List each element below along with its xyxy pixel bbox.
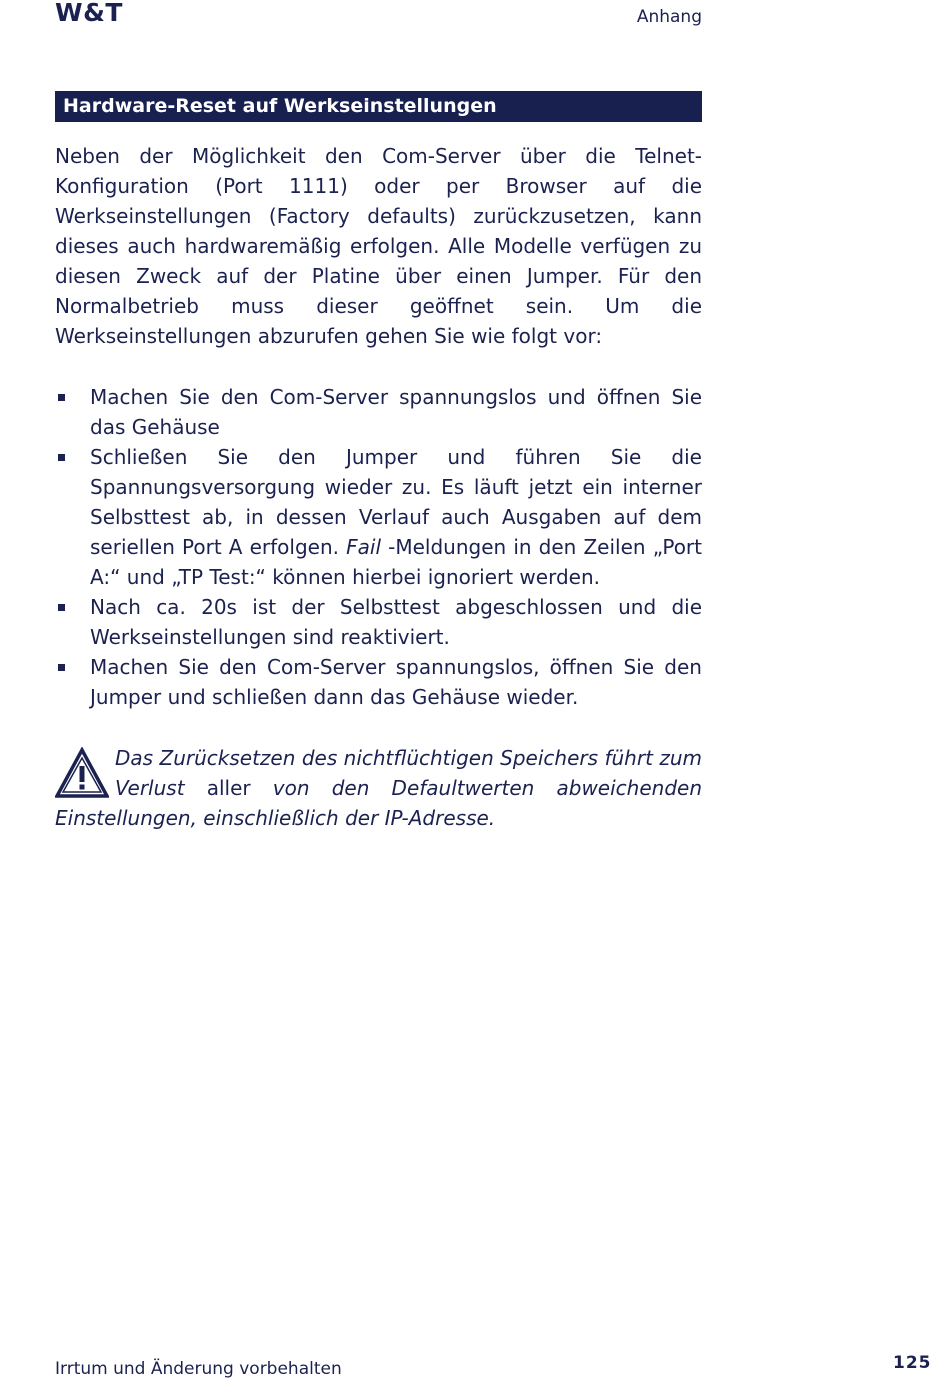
- list-item: [55, 442, 702, 592]
- bullet-icon: [58, 454, 65, 461]
- page-number: 125: [893, 1353, 932, 1373]
- intro-paragraph: Neben der Möglichkeit den Com-Server über die Telnet-Konfiguration (Port 1111) oder per Browser auf die Werkseinstellungen (Factory defaults) zurückzusetzen, kann dieses auch hardwaremäßig erfolgen. Alle Modelle verfügen zu diesen Zweck auf der Platine über einen Jumper. Für den Normalbetrieb muss dieser geöffnet sein. Um die Werkseinstellungen abzurufen gehen Sie wie folgt vor:: [55, 144, 702, 348]
- list-item: [55, 382, 702, 442]
- list-item-emphasis: Fail: [346, 535, 382, 559]
- footer-note: Irrtum und Änderung vorbehalten: [55, 1359, 342, 1379]
- list-item-text: Machen Sie den Com-Server spannungslos, öffnen Sie den Jumper und schließen dann das Gehäuse wieder.: [90, 655, 702, 709]
- warning-triangle-icon: [55, 747, 109, 799]
- list-item: [55, 592, 702, 652]
- steps-list: [55, 382, 702, 712]
- warning-text-upright: aller: [206, 776, 251, 800]
- warning-text: Das Zurücksetzen des nichtflüchtigen Speichers führt zum Verlust: [115, 746, 702, 800]
- section-heading: Hardware-Reset auf Werkseinstellungen: [55, 91, 702, 122]
- list-item-text-cont: -Meldungen in den Zeilen „Port A:“ und „TP Test:“ können hierbei ignoriert werden.: [90, 535, 703, 589]
- bullet-icon: [58, 394, 65, 401]
- list-item: [55, 652, 702, 712]
- brand-logo: W&T: [55, 0, 123, 27]
- bullet-icon: [58, 664, 65, 671]
- list-item-text: Nach ca. 20s ist der Selbsttest abgeschlossen und die Werkseinstellungen sind reaktiviert.: [90, 595, 702, 649]
- bullet-icon: [58, 604, 65, 611]
- section-label: Anhang: [636, 7, 702, 27]
- warning-note: [55, 743, 702, 833]
- list-item-text: Machen Sie den Com-Server spannungslos und öffnen Sie das Gehäuse: [90, 385, 702, 439]
- warning-text-cont: von den Defaultwerten abweichenden Einstellungen, einschließlich der IP-Adresse.: [55, 776, 702, 830]
- list-item-text: Schließen Sie den Jumper und führen Sie die Spannungsversorgung wieder zu. Es läuft jetzt ein interner Selbsttest ab, in dessen Verlauf auch Ausgaben auf dem seriellen Port A erfolgen.: [90, 445, 702, 559]
